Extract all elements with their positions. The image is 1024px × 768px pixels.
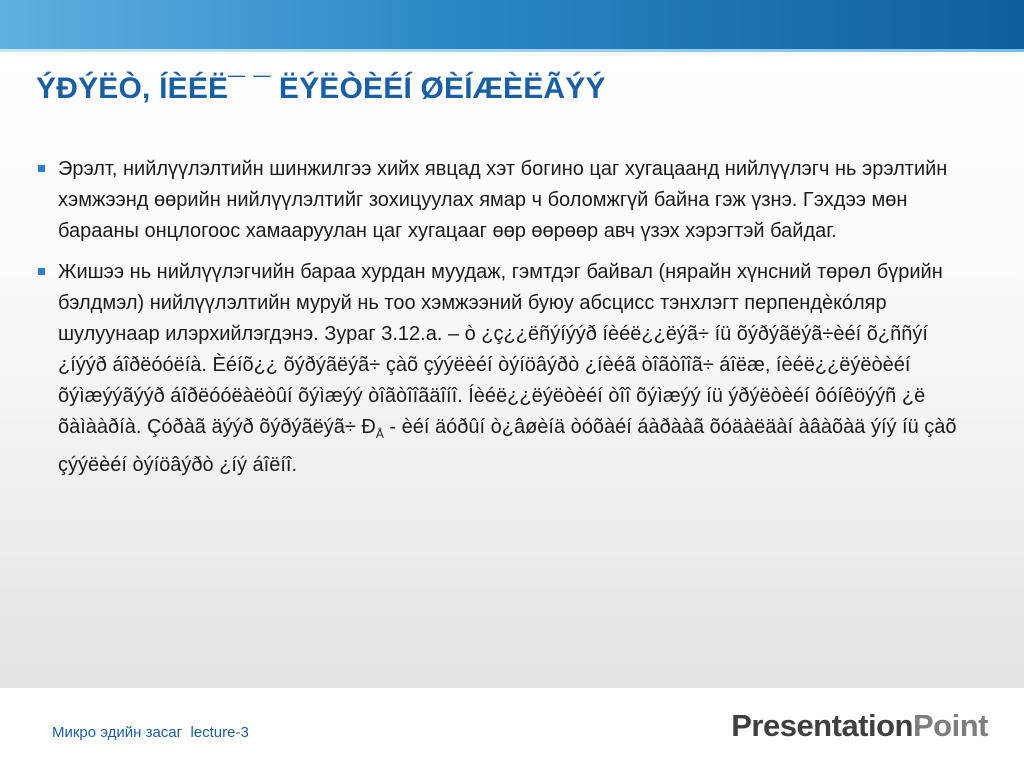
brand-logo: [731, 708, 988, 744]
bullet-item: [36, 154, 980, 247]
bullet-text: Эрэлт, нийлүүлэлтийн шинжилгээ хийх явцад хэт богино цаг хугацаанд нийлүүлэгч нь эрэлтийн хэмжээнд өөрийн нийлүүлэлтийг зохицуулах ямар ч боломжгүй байна гэж үзнэ. Гэхдээ мөн барааны онцлогоос хамааруулан цаг хугацааг өөр өөрөөр авч үзэх хэрэгтэй байдаг.: [58, 158, 948, 242]
bullet-list: [36, 154, 980, 491]
brand-logo-part2: Point: [913, 708, 988, 743]
subscript-text: Å: [375, 427, 384, 441]
slide-title: ÝÐÝËÒ, ÍÈÉË¯ ¯ ËÝËÒÈÉÍ ØÈÍÆÈËÃÝÝ: [36, 72, 606, 105]
bullet-text: Жишээ нь нийлүүлэгчийн бараа хурдан муудаж, гэмтдэг байвал (нярайн хүнсний төрөл бүрийн бэлдмэл) нийлүүлэлтийн муруй нь тоо хэмжээний буюу абсцисс тэнхлэгт перпендèкóляр шулуунаар илэрхийлэгдэнэ. Зураг 3.12.а. – ò ¿ç¿¿ëñýíýýð íèéë¿¿ëýã÷ íü õýðýãëýã÷èéí õ¿ññýí ¿íýýð áîðëóóëíà. Èéíõ¿¿ õýðýãëýã÷ çàõ çýýëèéí òýíöâýðò ¿íèéã òîãòîîã÷ áîëæ, íèéë¿¿ëýëòèéí õýìæýýãýýð áîðëóóëàëòûí õýìæýý òîãòîîãäîíî. Íèéë¿¿ëýëòèéí òîî õýìæýý íü ýðýëòèéí ôóíêöýýñ ¿ë õàìààðíà. Çóðàã äýýð õýðýãëýã÷ $Ð_Å$ - èéí äóðûí ò¿âøèíä òóõàéí áàðààã õóäàëäàí àâàõàä ýíý íü çàõ çýýëèéí òýíöâýðò ¿íý áîëíî.: [58, 261, 957, 476]
bullet-square-icon: [38, 268, 45, 275]
bullet-item: [36, 257, 980, 481]
footer-text: Микро эдийн засаг lecture-3: [52, 724, 249, 741]
bullet-square-icon: [38, 165, 45, 172]
header-band: [0, 0, 1024, 52]
brand-logo-part1: Presentation: [731, 708, 913, 743]
